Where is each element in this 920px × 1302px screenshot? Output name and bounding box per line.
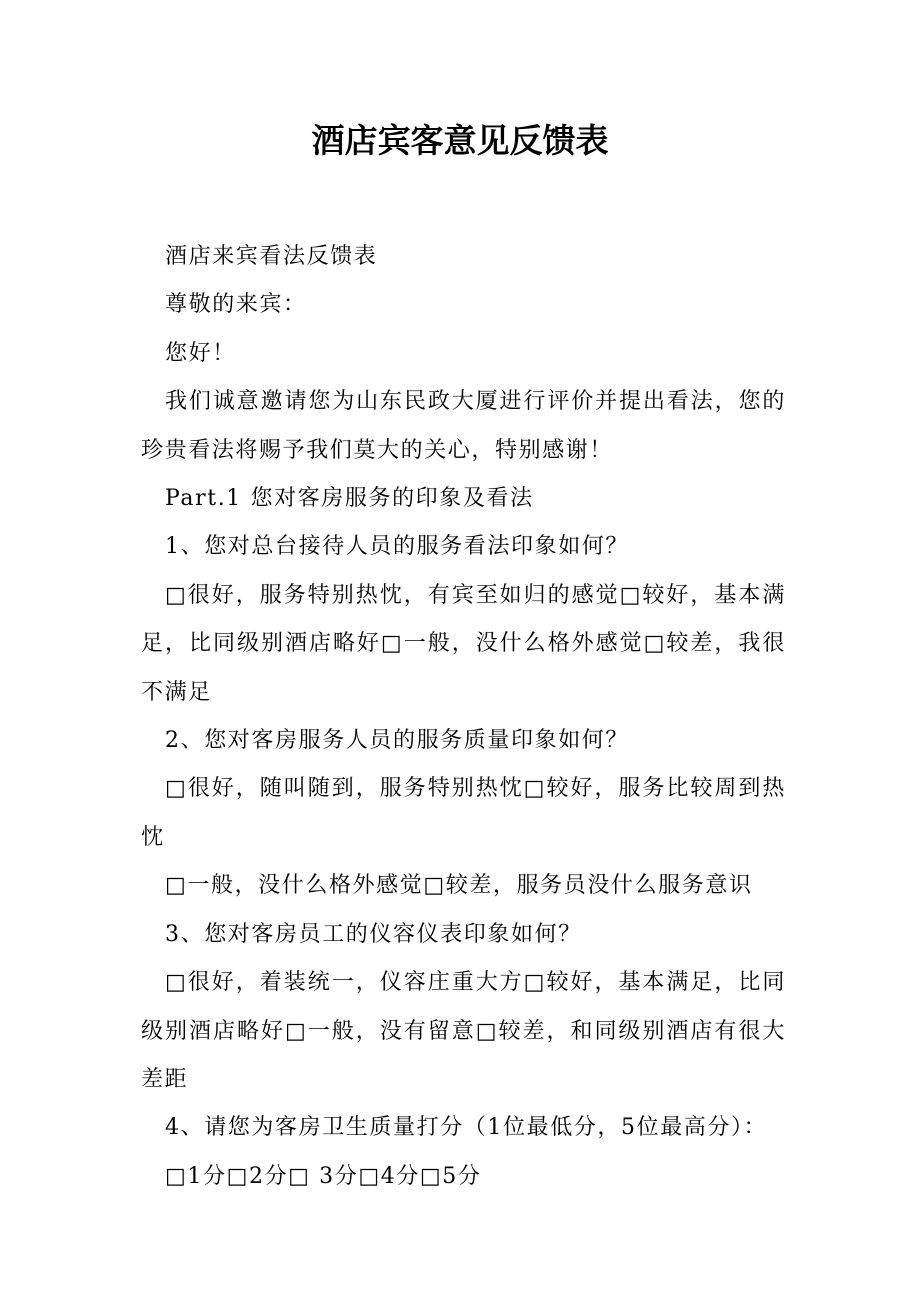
question-4-options: □1分□2分□ 3分□4分□5分 [165, 1163, 482, 1189]
question-1: 1、您对总台接待人员的服务看法印象如何？ [165, 534, 629, 560]
question-3: 3、您对客房员工的仪容仪表印象如何？ [165, 921, 582, 947]
question-3-options: □很好，着装统一，仪容庄重大方□较好，基本满足，比同级别酒店略好□一般，没有留意□较差，和同级别酒店有很大差距 [141, 970, 786, 1092]
question-4: 4、请您为客房卫生质量打分（1位最低分，5位最高分）： [165, 1115, 768, 1141]
paragraph-heading: 酒店来宾看法反馈表 [165, 244, 378, 269]
paragraph-salutation: 尊敬的来宾： [165, 292, 307, 318]
paragraph-part1-heading: Part.1 您对客房服务的印象及看法 [165, 486, 534, 512]
paragraph-greeting: 您好！ [165, 340, 236, 366]
question-2-options-b: □一般，没什么格外感觉□较差，服务员没什么服务意识 [165, 873, 753, 899]
question-1-options: □很好，服务特别热忱，有宾至如归的感觉□较好，基本满足，比同级别酒店略好□一般，没什么格外感觉□较差，我很不满足 [141, 582, 786, 705]
document-title: 酒店宾客意见反馈表 [311, 121, 609, 160]
paragraph-invitation: 我们诚意邀请您为山东民政大厦进行评价并提出看法，您的珍贵看法将赐予我们莫大的关心，特别感谢！ [141, 389, 786, 463]
question-2: 2、您对客房服务人员的服务质量印象如何？ [165, 728, 629, 754]
question-2-options-a: □很好，随叫随到，服务特别热忱□较好，服务比较周到热忱 [141, 776, 786, 850]
document-body [141, 233, 786, 1201]
